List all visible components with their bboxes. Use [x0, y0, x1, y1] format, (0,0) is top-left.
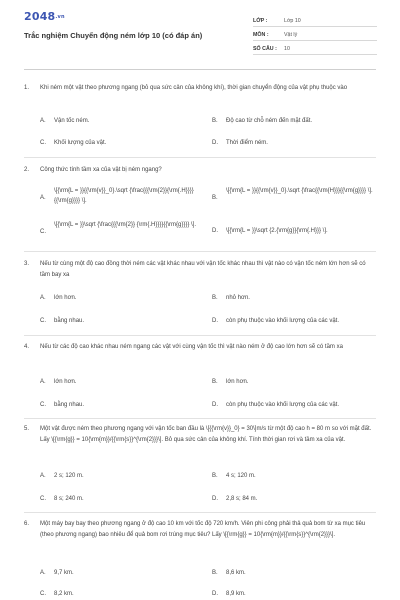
- option-letter: B.: [212, 118, 218, 124]
- option-text: \[{\rm{L = }}{{\rm{v}}_0}.\sqrt {\frac{{{\rm{2}}{\rm{.H}}}}{{\rm{g}}}} \].: [54, 188, 194, 204]
- option-text: Thời điểm ném.: [226, 140, 268, 146]
- meta-divider: [253, 40, 377, 41]
- question-number: 5.: [24, 426, 30, 432]
- meta-subject: [253, 28, 377, 41]
- header: [0, 0, 400, 70]
- question-number: 3.: [24, 261, 30, 267]
- option-text: 9,7 km.: [54, 570, 74, 576]
- option-text: 8,6 km.: [226, 570, 246, 576]
- meta-count-label: SỐ CÂU :: [253, 46, 277, 52]
- option-letter: B.: [212, 473, 218, 479]
- option-letter: C.: [40, 591, 46, 597]
- option-text: \[{\rm{L = }}{{\rm{v}}_0}.\sqrt {\frac{{\rm{H}}}{{\rm{g}}}} \].: [226, 188, 373, 194]
- option-letter: B.: [212, 570, 218, 576]
- option-letter: D.: [212, 496, 218, 502]
- option-letter: D.: [212, 402, 218, 408]
- meta-divider: [253, 54, 377, 55]
- option-text: \[{\rm{L = }}\sqrt {2.{\rm{g}}{\rm{.H}}} \].: [226, 228, 328, 234]
- option-letter: A.: [40, 570, 46, 576]
- logo-text: 2048: [24, 10, 56, 23]
- option-letter: C.: [40, 140, 46, 146]
- option-text: bằng nhau.: [54, 402, 85, 408]
- meta-subject-value: Vật lý: [284, 32, 298, 38]
- option-letter: C.: [40, 229, 46, 235]
- question-number: 4.: [24, 344, 30, 350]
- option-letter: D.: [212, 591, 218, 597]
- question-text: Khi ném một vật theo phương ngang (bỏ qua sức cản của không khí), thời gian chuyển động của vật phụ thuộc vào: [40, 85, 348, 91]
- question-divider: [24, 418, 376, 419]
- logo-suffix: .vn: [55, 14, 65, 20]
- option-text: 2,8 s; 84 m.: [226, 496, 258, 502]
- option-text: 4 s; 120 m.: [226, 473, 256, 479]
- option-text: 8,9 km.: [226, 591, 246, 597]
- meta-subject-label: MÔN :: [253, 32, 269, 38]
- option-text: bằng nhau.: [54, 318, 85, 324]
- header-divider: [24, 69, 376, 70]
- question-text: Nếu từ cùng một độ cao đồng thời ném các vật khác nhau với vận tốc khác nhau thì vật nào có vận tốc ném lớn hơn sẽ có tầm bay xa: [40, 261, 366, 278]
- option-letter: D.: [212, 318, 218, 324]
- option-letter: B.: [212, 295, 218, 301]
- option-text: còn phụ thuộc vào khối lượng của các vật.: [226, 402, 340, 408]
- question-text: Một máy bay bay theo phương ngang ở độ cao 10 km với tốc độ 720 km/h. Viên phi công phải thả quả bom từ xa mục tiêu (theo phương ngang) bao nhiêu để quả bom rơi trúng mục tiêu? Lấy \[{\rm{g}} = 10{\rm{m}}/{{\rm{s}}^{\rm{2}}}\].: [40, 521, 366, 538]
- option-text: Vận tốc ném.: [54, 118, 90, 124]
- option-letter: A.: [40, 473, 46, 479]
- meta-divider: [253, 26, 377, 27]
- option-text: nhỏ hơn.: [226, 295, 250, 301]
- meta-count: [253, 42, 377, 55]
- question-number: 6.: [24, 521, 30, 527]
- option-letter: A.: [40, 379, 46, 385]
- option-letter: C.: [40, 318, 46, 324]
- meta-class-label: LỚP :: [253, 18, 268, 24]
- option-letter: D.: [212, 140, 218, 146]
- site-logo[interactable]: [24, 10, 65, 23]
- question-text: Nếu từ các độ cao khác nhau ném ngang các vật với cùng vận tốc thì vật nào ném ở độ cao lớn hơn sẽ có tầm xa: [40, 344, 343, 350]
- option-text: 8,2 km.: [54, 591, 74, 597]
- meta-class: [253, 14, 377, 27]
- option-letter: A.: [40, 295, 46, 301]
- page-title: Trắc nghiệm Chuyển động ném lớp 10 (có đáp án): [24, 31, 203, 40]
- option-text: lớn hơn.: [226, 379, 249, 385]
- meta-count-value: 10: [284, 46, 290, 52]
- question-divider: [24, 157, 376, 158]
- question-number: 2.: [24, 167, 30, 173]
- option-letter: A.: [40, 195, 46, 201]
- question-number: 1.: [24, 85, 30, 91]
- question-divider: [24, 251, 376, 252]
- question-text: Một vật được ném theo phương ngang với vận tốc ban đầu là \[{{\rm{v}}_0} = 30\]m/s từ một độ cao h = 80 m so với mặt đất. Lấy \[{\rm{g}} = 10{\rm{m}}/{{\rm{s}}^{\rm{2}}}\]. Bỏ qua sức cản của không khí. Tính thời gian rơi và tầm xa của vật.: [40, 426, 372, 443]
- option-letter: C.: [40, 496, 46, 502]
- option-letter: C.: [40, 402, 46, 408]
- option-letter: A.: [40, 118, 46, 124]
- question-text: Công thức tính tầm xa của vật bị ném ngang?: [40, 167, 162, 173]
- option-text: 2 s; 120 m.: [54, 473, 84, 479]
- option-text: Độ cao từ chỗ ném đến mặt đất.: [226, 118, 313, 124]
- option-text: lớn hơn.: [54, 379, 77, 385]
- option-text: \[{\rm{L = }}\sqrt {\frac{{{\rm{2}} {\rm{.H}}}}{{\rm{g}}}} \].: [54, 222, 197, 228]
- option-text: Khối lượng của vật.: [54, 140, 107, 146]
- option-text: 8 s; 240 m.: [54, 496, 84, 502]
- meta-class-value: Lớp 10: [284, 18, 301, 24]
- option-letter: B.: [212, 195, 218, 201]
- option-text: lớn hơn.: [54, 295, 77, 301]
- question-divider: [24, 512, 376, 513]
- option-text: còn phụ thuộc vào khối lượng của các vật.: [226, 318, 340, 324]
- question-divider: [24, 335, 376, 336]
- option-letter: B.: [212, 379, 218, 385]
- option-letter: D.: [212, 228, 218, 234]
